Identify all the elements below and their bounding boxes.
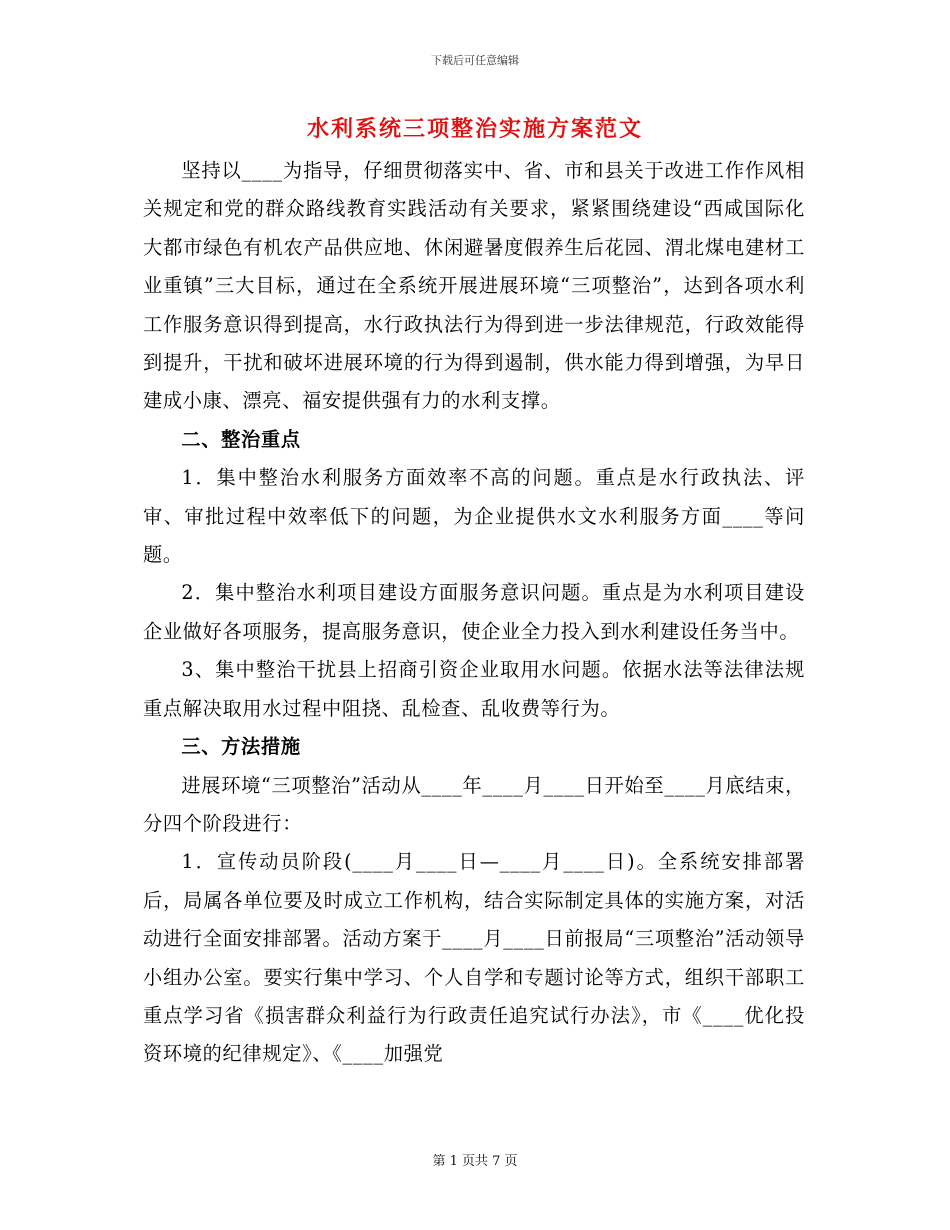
methods-stage-1: 1．宣传动员阶段(____月____日—____月____日)。全系统安排部署后，局属各单位要及时成立工作机构，结合实际制定具体的实施方案，对活动进行全面安排部署。活动方案于____月____日前报局“三项整治”活动领导小组办公室。要实行集中学习、个人自学和专题讨论等方式，组织干部职工重点学习省《损害群众利益行为行政责任追究试行办法》，市《____优化投资环境的纪律规定》、《____加强党 xyxy=(143,850,805,1066)
focus-item-2: 2．集中整治水利项目建设方面服务意识问题。重点是为水利项目建设企业做好各项服务，提高服务意识，使企业全力投入到水利建设任务当中。 xyxy=(143,581,805,643)
methods-intro: 进展环境“三项整治”活动从____年____月____日开始至____月底结束，分四个阶段进行： xyxy=(143,773,805,835)
header-note: 下载后可任意编辑 xyxy=(431,54,519,67)
document-title: 水利系统三项整治实施方案范文 xyxy=(306,117,643,142)
focus-item-3: 3、集中整治干扰县上招商引资企业取用水问题。依据水法等法律法规重点解决取用水过程中阻挠、乱检查、乱收费等行为。 xyxy=(143,658,805,720)
section-heading-methods: 三、方法措施 xyxy=(181,735,301,759)
section-heading-focus: 二、整治重点 xyxy=(181,427,301,451)
focus-item-1: 1．集中整治水利服务方面效率不高的问题。重点是水行政执法、评审、审批过程中效率低下的问题，为企业提供水文水利服务方面____等问题。 xyxy=(143,466,805,567)
intro-paragraph: 坚持以____为指导，仔细贯彻落实中、省、市和县关于改进工作作风相关规定和党的群众路线教育实践活动有关要求，紧紧围绕建设“西咸国际化大都市绿色有机农产品供应地、休闲避暑度假养生后花园、渭北煤电建材工业重镇”三大目标，通过在全系统开展进展环境“三项整治”，达到各项水利工作服务意识得到提高，水行政执法行为得到进一步法律规范，行政效能得到提升，干扰和破坏进展环境的行为得到遏制，供水能力得到增强，为早日建成小康、漂亮、福安提供强有力的水利支撑。 xyxy=(143,159,805,413)
page-number: 第 1 页共 7 页 xyxy=(432,1154,518,1169)
document-body xyxy=(143,152,805,1074)
